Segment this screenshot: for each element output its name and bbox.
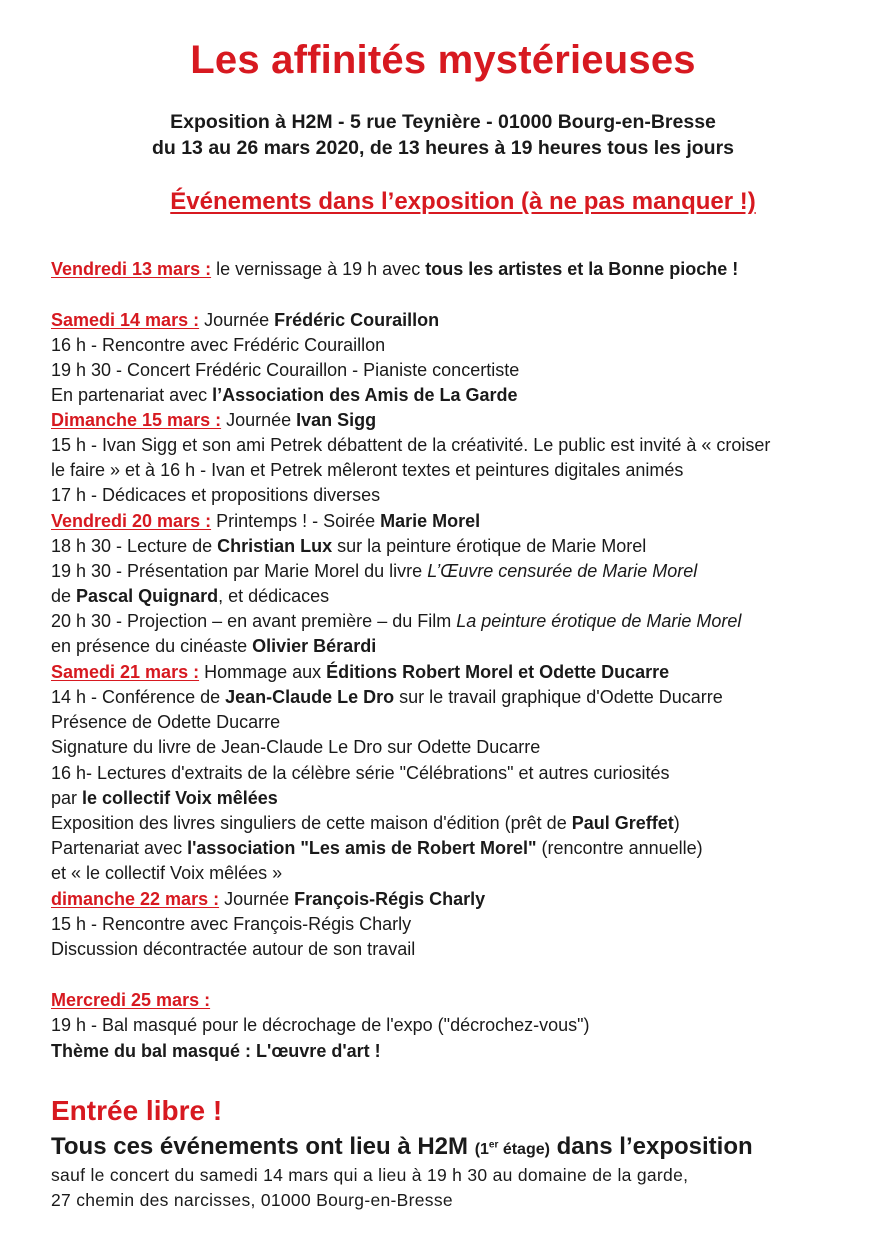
event-highlight: Paul Greffet <box>571 813 674 833</box>
event-line: 19 h 30 - Concert Frédéric Couraillon - Pianiste concertiste <box>51 360 520 380</box>
day-label: Samedi 14 mars : <box>51 310 200 330</box>
event-line: 17 h - Dédicaces et propositions diverses <box>51 485 381 505</box>
day-label: Vendredi 20 mars : <box>51 511 212 531</box>
event-highlight: le collectif Voix mêlées <box>82 788 278 808</box>
floor-label: étage) <box>498 1141 550 1158</box>
event-text: Journée <box>221 410 297 430</box>
event-highlight: Ivan Sigg <box>296 410 377 430</box>
event-line <box>51 535 646 557</box>
event-vendredi-20 <box>51 510 480 532</box>
event-highlight: Christian Lux <box>217 536 333 556</box>
day-label: Dimanche 15 mars : <box>51 410 222 430</box>
event-line: et « le collectif Voix mêlées » <box>51 863 283 883</box>
floor-note <box>475 1141 550 1158</box>
event-text: par <box>51 788 83 808</box>
event-text: Journée <box>199 310 275 330</box>
event-text: en présence du cinéaste <box>51 636 253 656</box>
event-samedi-21 <box>51 661 669 683</box>
floor-number: (1 <box>474 1141 489 1158</box>
event-text: 19 h 30 - Présentation par Marie Morel du livre <box>51 561 428 581</box>
event-text: 14 h - Conférence de <box>51 687 226 707</box>
event-highlight: Marie Morel <box>380 511 481 531</box>
venue-text: Tous ces événements ont lieu à H2M <box>51 1133 475 1160</box>
event-line-bold: Thème du bal masqué : L'œuvre d'art ! <box>51 1041 381 1061</box>
event-line <box>51 686 723 708</box>
events-heading: Événements dans l’exposition (à ne pas manquer !) <box>170 188 756 215</box>
exhibition-address: Exposition à H2M - 5 rue Teynière - 01000 Bourg-en-Bresse <box>170 111 716 133</box>
event-line <box>51 787 278 809</box>
event-text: (rencontre annuelle) <box>536 838 703 858</box>
event-dimanche-15 <box>51 409 376 431</box>
event-text: sur le travail graphique d'Odette Ducarre <box>394 687 723 707</box>
film-title: La peinture érotique de Marie Morel <box>456 611 742 631</box>
event-line: 15 h - Rencontre avec François-Régis Charly <box>51 914 412 934</box>
floor-ordinal: er <box>488 1139 499 1151</box>
event-highlight: Éditions Robert Morel et Odette Ducarre <box>326 662 670 682</box>
venue-text: dans l’exposition <box>549 1133 753 1160</box>
book-title: L’Œuvre censurée de Marie Morel <box>427 561 698 581</box>
event-text: Hommage aux <box>199 662 327 682</box>
event-highlight: l’Association des Amis de La Garde <box>212 385 518 405</box>
event-line: 15 h - Ivan Sigg et son ami Petrek débattent de la créativité. Le public est invité à « croiser <box>51 435 771 455</box>
event-text: Partenariat avec <box>51 838 188 858</box>
event-highlight: Pascal Quignard <box>76 586 219 606</box>
event-text: Printemps ! - Soirée <box>211 511 381 531</box>
event-highlight: Frédéric Couraillon <box>274 310 440 330</box>
event-line <box>51 635 376 657</box>
page-title: Les affinités mystérieuses <box>190 38 696 82</box>
event-line: Signature du livre de Jean-Claude Le Dro sur Odette Ducarre <box>51 737 541 757</box>
event-text: , et dédicaces <box>218 586 330 606</box>
event-text: En partenariat avec <box>51 385 213 405</box>
day-label: Samedi 21 mars : <box>51 662 200 682</box>
event-line <box>51 384 518 406</box>
event-text: 20 h 30 - Projection – en avant première – du Film <box>51 611 457 631</box>
event-line: le faire » et à 16 h - Ivan et Petrek mêleront textes et peintures digitales animés <box>51 460 684 480</box>
footer-address-line: 27 chemin des narcisses, 01000 Bourg-en-Bresse <box>51 1190 453 1210</box>
event-text: le vernissage à 19 h avec <box>211 259 426 279</box>
event-text: sur la peinture érotique de Marie Morel <box>332 536 647 556</box>
event-mercredi-25 <box>51 989 210 1011</box>
event-line: 16 h- Lectures d'extraits de la célèbre série "Célébrations" et autres curiosités <box>51 763 670 783</box>
event-dimanche-22 <box>51 888 485 910</box>
event-text: de <box>51 586 77 606</box>
venue-statement <box>51 1133 753 1161</box>
event-text: 18 h 30 - Lecture de <box>51 536 218 556</box>
footer-note-line: sauf le concert du samedi 14 mars qui a lieu à 19 h 30 au domaine de la garde, <box>51 1165 689 1185</box>
event-text: Exposition des livres singuliers de cette maison d'édition (prêt de <box>51 813 572 833</box>
event-highlight: Jean-Claude Le Dro <box>225 687 395 707</box>
event-line <box>51 585 329 607</box>
day-label: Vendredi 13 mars : <box>51 259 212 279</box>
event-line <box>51 837 703 859</box>
event-highlight: tous les artistes et la Bonne pioche ! <box>425 259 739 279</box>
event-line <box>51 610 741 632</box>
event-highlight: François-Régis Charly <box>294 889 486 909</box>
event-line <box>51 560 697 582</box>
event-highlight: l'association "Les amis de Robert Morel" <box>187 838 537 858</box>
event-line: Discussion décontractée autour de son travail <box>51 939 416 959</box>
event-text: ) <box>673 813 680 833</box>
exhibition-dates: du 13 au 26 mars 2020, de 13 heures à 19 heures tous les jours <box>151 137 735 159</box>
event-highlight: Olivier Bérardi <box>252 636 377 656</box>
event-vendredi-13 <box>51 258 738 280</box>
event-samedi-14 <box>51 309 439 331</box>
free-entry-heading: Entrée libre ! <box>51 1095 223 1126</box>
event-line: 19 h - Bal masqué pour le décrochage de l'expo ("décrochez-vous") <box>51 1015 590 1035</box>
day-label: dimanche 22 mars : <box>51 889 220 909</box>
event-line: 16 h - Rencontre avec Frédéric Couraillon <box>51 335 386 355</box>
event-line: Présence de Odette Ducarre <box>51 712 281 732</box>
event-text: Journée <box>219 889 295 909</box>
day-label: Mercredi 25 mars : <box>51 990 211 1010</box>
event-line <box>51 812 680 834</box>
